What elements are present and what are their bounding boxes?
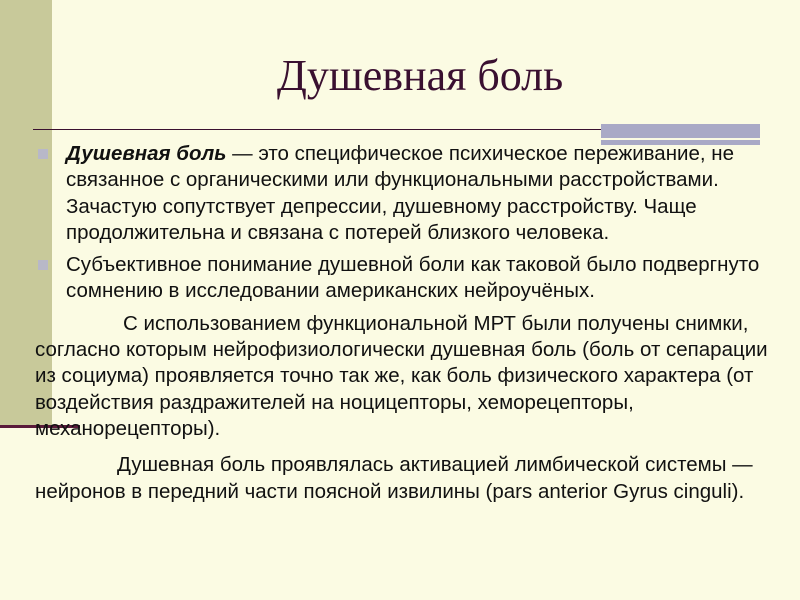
- square-bullet-icon: [38, 149, 48, 159]
- title-accent-bar: [601, 124, 760, 138]
- bullet-item-study: [35, 252, 780, 305]
- definition-text: — это специфическое психическое переживание, не связанное с органическими или функциональными расстройствами. Зачастую сопутствует депрессии, душевному расстройству. Чаще продолжительна и связана с потерей близкого человека.: [66, 142, 734, 244]
- slide-title: Душевная боль: [276, 51, 564, 100]
- slide-content: [35, 141, 780, 515]
- paragraph-mri: С использованием функциональной МРТ были получены снимки, согласно которым нейрофизиологически душевная боль (боль от сепарации из социума) проявляется точно так же, как боль физического характера (от воздействия раздражителей на ноцицепторы, хеморецепторы, механорецепторы).: [35, 311, 768, 440]
- bullet-item-definition: [35, 141, 780, 246]
- study-text: Субъективное понимание душевной боли как таковой было подвергнуто сомнению в исследовании американских нейроучёных.: [66, 253, 760, 303]
- definition-term: Душевная боль: [66, 142, 227, 165]
- square-bullet-icon: [38, 260, 48, 270]
- paragraph-limbic: Душевная боль проявлялась активацией лимбической системы — нейронов в передний части поясной извилины (pars anterior Gyrus cinguli).: [35, 453, 753, 503]
